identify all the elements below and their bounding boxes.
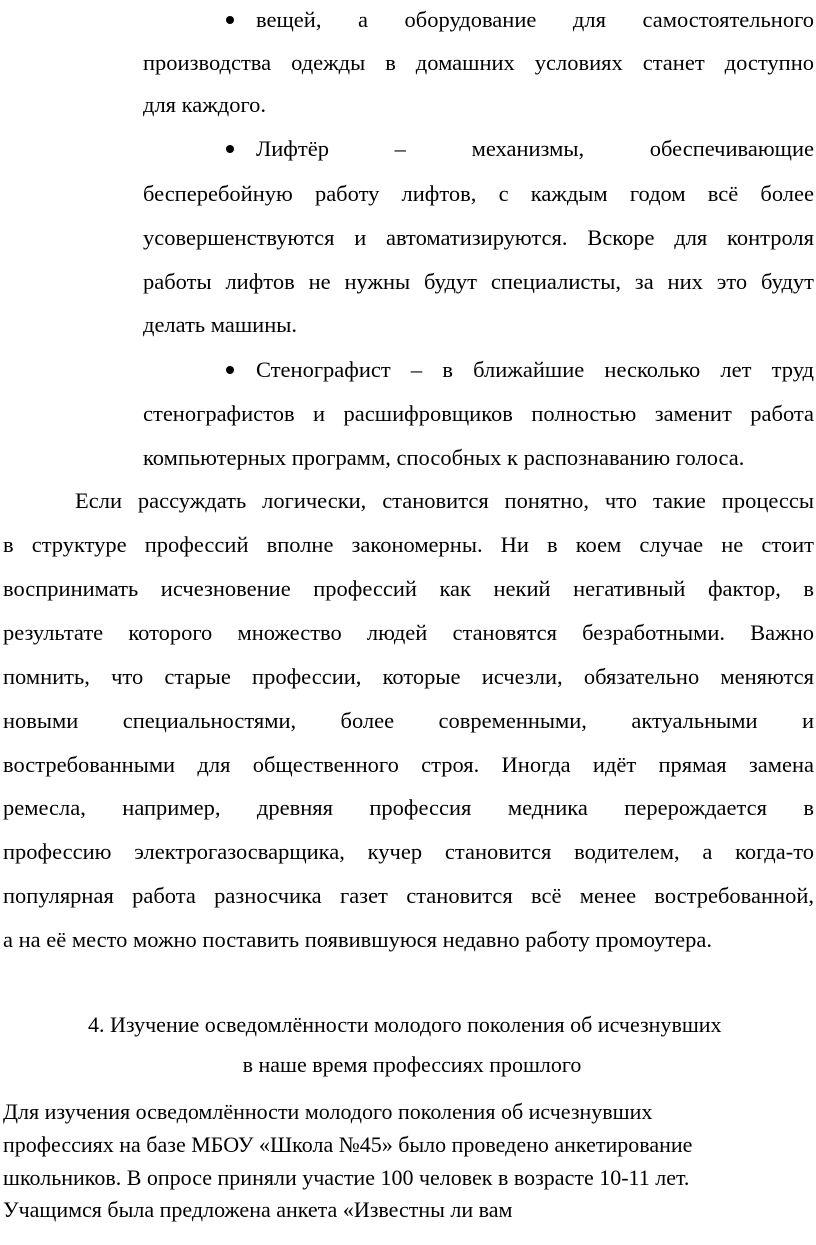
bullet-icon	[226, 145, 234, 153]
bullet-text-line: делать машины.	[143, 312, 298, 337]
bullet-text-line: усовершенствуются и автоматизируются. Вскоре для контроля	[143, 225, 814, 250]
paragraph-line: профессию электрогазосварщика, кучер становится водителем, а когда-то	[3, 839, 814, 864]
paragraph-line: новыми специальностями, более современными, актуальными и	[3, 708, 814, 733]
paragraph-line: а на её место можно поставить появившуюся недавно работу промоутера.	[3, 927, 713, 952]
paragraph-line: популярная работа разносчика газет становится всё менее востребованной,	[3, 883, 814, 908]
bullet-icon	[226, 366, 234, 374]
bullet-text-line: бесперебойную работу лифтов, с каждым годом всё более	[143, 181, 814, 206]
paragraph-line: Если рассуждать логически, становится понятно, что такие процессы	[75, 488, 814, 513]
bullet-text-line: Лифтёр – механизмы, обеспечивающие	[256, 136, 814, 161]
paragraph-line: Учащимся была предложена анкета «Известны ли вам	[3, 1197, 513, 1222]
bullet-text-line: Стенографист – в ближайшие несколько лет труд	[256, 357, 814, 382]
bullet-text-line: для каждого.	[143, 92, 267, 117]
paragraph-line: школьников. В опросе приняли участие 100 человек в возрасте 10-11 лет.	[3, 1165, 690, 1190]
section-heading-line: 4. Изучение осведомлённости молодого поколения об исчезнувших	[88, 1012, 722, 1037]
paragraph-line: профессиях на базе МБОУ «Школа №45» было проведено анкетирование	[3, 1132, 693, 1157]
bullet-text-line: работы лифтов не нужны будут специалисты, за них это будут	[143, 269, 814, 294]
paragraph-line: результате которого множество людей становятся безработными. Важно	[3, 620, 814, 645]
bullet-icon	[226, 16, 234, 24]
paragraph-line: помнить, что старые профессии, которые исчезли, обязательно меняются	[3, 664, 814, 689]
paragraph-line: в структуре профессий вполне закономерны. Ни в коем случае не стоит	[3, 532, 814, 557]
paragraph-line: востребованными для общественного строя. Иногда идёт прямая замена	[3, 752, 814, 777]
bullet-text-line: компьютерных программ, способных к распознаванию голоса.	[143, 445, 745, 470]
paragraph-line: Для изучения осведомлённости молодого поколения об исчезнувших	[3, 1099, 653, 1124]
bullet-text-line: вещей, а оборудование для самостоятельного	[256, 7, 814, 32]
bullet-text-line: стенографистов и расшифровщиков полностью заменит работа	[143, 401, 814, 426]
section-heading-line: в наше время профессиях прошлого	[242, 1052, 582, 1077]
paragraph-line: ремесла, например, древняя профессия медника перерождается в	[3, 795, 814, 820]
bullet-text-line: производства одежды в домашних условиях станет доступно	[143, 50, 814, 75]
paragraph-line: воспринимать исчезновение профессий как некий негативный фактор, в	[3, 576, 814, 601]
